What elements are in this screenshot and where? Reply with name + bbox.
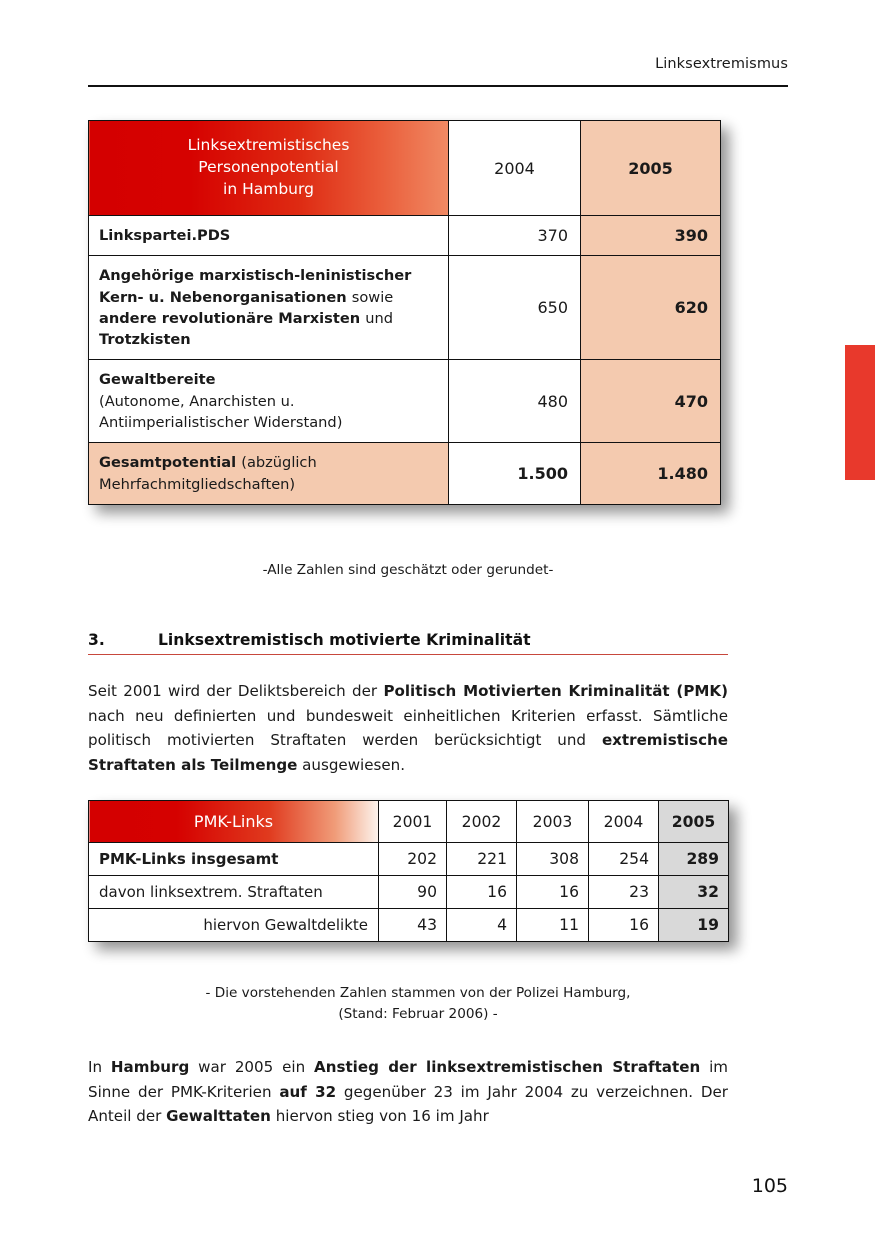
pmk-cell-2003: 11 xyxy=(517,909,589,942)
cell-2004: 650 xyxy=(449,256,581,360)
row-label-gewaltbereite: Gewaltbereite (Autonome, Anarchisten u. Antiimperialistischer Widerstand) xyxy=(89,360,449,443)
caption-line-2: (Stand: Februar 2006) - xyxy=(338,1006,498,1023)
pmk-row-label-insgesamt: PMK-Links insgesamt xyxy=(89,843,379,876)
running-head: Linksextremismus xyxy=(655,56,788,72)
section-heading xyxy=(88,631,728,655)
column-header-2005: 2005 xyxy=(581,121,721,216)
table-caption-potential: -Alle Zahlen sind geschätzt oder gerundet- xyxy=(262,562,554,578)
pmk-col-2002: 2002 xyxy=(447,801,517,843)
page-number: 105 xyxy=(751,1175,788,1197)
pmk-cell-2005: 19 xyxy=(659,909,729,942)
cell-2004: 480 xyxy=(449,360,581,443)
table-title-cell xyxy=(89,121,449,216)
pmk-cell-2005: 32 xyxy=(659,876,729,909)
pmk-cell-2001: 202 xyxy=(379,843,447,876)
table-row xyxy=(89,876,729,909)
table-title-line-2: Personenpotential xyxy=(198,158,339,176)
pmk-cell-2003: 308 xyxy=(517,843,589,876)
table-row xyxy=(89,256,721,360)
running-head-rule xyxy=(88,85,788,87)
table-caption-pmk xyxy=(88,983,748,1025)
section-title: Linksextremistisch motivierte Kriminalität xyxy=(158,631,531,649)
chapter-edge-tab xyxy=(845,345,875,480)
pmk-col-2005: 2005 xyxy=(659,801,729,843)
cell-2004: 370 xyxy=(449,216,581,256)
table-title-line-1: Linksextremistisches xyxy=(187,136,350,154)
caption-line-1: - Die vorstehenden Zahlen stammen von der Polizei Hamburg, xyxy=(205,985,631,1001)
row-label-linkspartei: Linkspartei.PDS xyxy=(89,216,449,256)
pmk-cell-2002: 4 xyxy=(447,909,517,942)
table-title-line-3: in Hamburg xyxy=(223,180,314,198)
cell-2004: 1.500 xyxy=(449,443,581,505)
cell-2005: 1.480 xyxy=(581,443,721,505)
table-row xyxy=(89,443,721,505)
pmk-cell-2001: 90 xyxy=(379,876,447,909)
pmk-row-label-gewaltdelikte: hiervon Gewaltdelikte xyxy=(89,909,379,942)
pmk-col-2003: 2003 xyxy=(517,801,589,843)
pmk-cell-2004: 254 xyxy=(589,843,659,876)
pmk-cell-2004: 16 xyxy=(589,909,659,942)
cell-2005: 470 xyxy=(581,360,721,443)
pmk-col-2004: 2004 xyxy=(589,801,659,843)
pmk-cell-2002: 16 xyxy=(447,876,517,909)
pmk-header-row xyxy=(89,801,729,843)
pmk-links-table xyxy=(88,800,729,942)
column-header-2004: 2004 xyxy=(449,121,581,216)
table-row xyxy=(89,216,721,256)
paragraph-pmk-definition: Seit 2001 wird der Deliktsbereich der Politisch Motivierten Kriminalität (PMK) nach neu definierten und bundesweit einheitlichen Kriterien erfasst. Sämtliche politisch motivierten Straftaten werden berücksichtigt und extremistische Straftaten als Teilmenge ausgewiesen. xyxy=(88,682,728,774)
personenpotential-table xyxy=(88,120,721,505)
pmk-cell-2001: 43 xyxy=(379,909,447,942)
table-row xyxy=(89,360,721,443)
pmk-title-cell: PMK-Links xyxy=(89,801,379,843)
pmk-cell-2004: 23 xyxy=(589,876,659,909)
pmk-col-2001: 2001 xyxy=(379,801,447,843)
pmk-cell-2005: 289 xyxy=(659,843,729,876)
table-row xyxy=(89,909,729,942)
section-number: 3. xyxy=(88,631,105,649)
table-header-row xyxy=(89,121,721,216)
pmk-cell-2003: 16 xyxy=(517,876,589,909)
pmk-row-label-straftaten: davon linksextrem. Straftaten xyxy=(89,876,379,909)
table-row xyxy=(89,843,729,876)
pmk-cell-2002: 221 xyxy=(447,843,517,876)
cell-2005: 620 xyxy=(581,256,721,360)
cell-2005: 390 xyxy=(581,216,721,256)
paragraph-hamburg-anstieg: In Hamburg war 2005 ein Anstieg der linksextremistischen Straftaten im Sinne der PMK-Kriterien auf 32 gegenüber 23 im Jahr 2004 zu verzeichnen. Der Anteil der Gewalttaten hiervon stieg von 16 im Jahr xyxy=(88,1058,729,1126)
row-label-gesamtpotential: Gesamtpotential (abzüglich Mehrfachmitgliedschaften) xyxy=(89,443,449,505)
row-label-marxisten: Angehörige marxistisch-leninistischer Kern- u. Nebenorganisationen sowie andere revolutionäre Marxisten und Trotzkisten xyxy=(89,256,449,360)
